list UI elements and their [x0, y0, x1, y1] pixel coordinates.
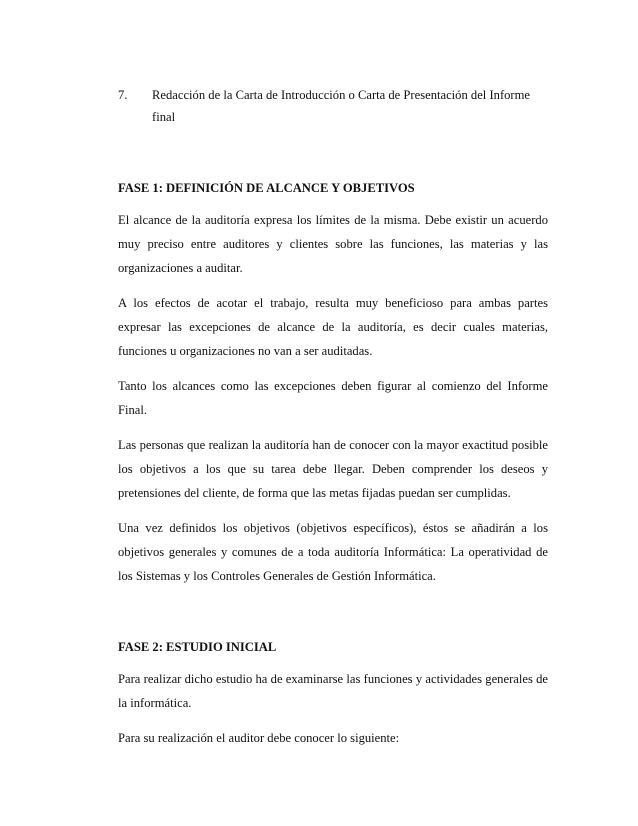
- list-item-text: Redacción de la Carta de Introducción o Carta de Presentación del Informe final: [152, 88, 531, 124]
- paragraph-informe-final: Tanto los alcances como las excepciones deben figurar al comienzo del Informe Final.: [118, 379, 548, 417]
- section-heading-fase-1: FASE 1: DEFINICIÓN DE ALCANCE Y OBJETIVOS: [118, 181, 415, 195]
- paragraph-objetivos-generales: Una vez definidos los objetivos (objetivos específicos), éstos se añadirán a los objetivos generales y comunes de a toda auditoría Informática: La operatividad de los Sistemas y los Controles Generales de Gestión Informática.: [118, 521, 548, 583]
- paragraph-alcance: El alcance de la auditoría expresa los límites de la misma. Debe existir un acuerdo muy preciso entre auditores y clientes sobre las funciones, las materias y las organizaciones a auditar.: [118, 213, 548, 275]
- paragraph-estudio: Para realizar dicho estudio ha de examinarse las funciones y actividades generales de la informática.: [118, 672, 548, 710]
- list-item-7: [118, 84, 548, 128]
- paragraph-objetivos: Las personas que realizan la auditoría han de conocer con la mayor exactitud posible los objetivos a los que su tarea debe llegar. Deben comprender los deseos y pretensiones del cliente, de forma que las metas fijadas puedan ser cumplidas.: [118, 438, 548, 500]
- paragraph-realizacion: Para su realización el auditor debe conocer lo siguiente:: [118, 731, 400, 745]
- section-heading-fase-2: FASE 2: ESTUDIO INICIAL: [118, 640, 277, 654]
- paragraph-excepciones: A los efectos de acotar el trabajo, resulta muy beneficioso para ambas partes expresar las excepciones de alcance de la auditoría, es decir cuales materias, funciones u organizaciones no van a ser auditadas.: [118, 296, 548, 358]
- list-item-number: 7.: [118, 88, 128, 102]
- page-content: [118, 84, 548, 750]
